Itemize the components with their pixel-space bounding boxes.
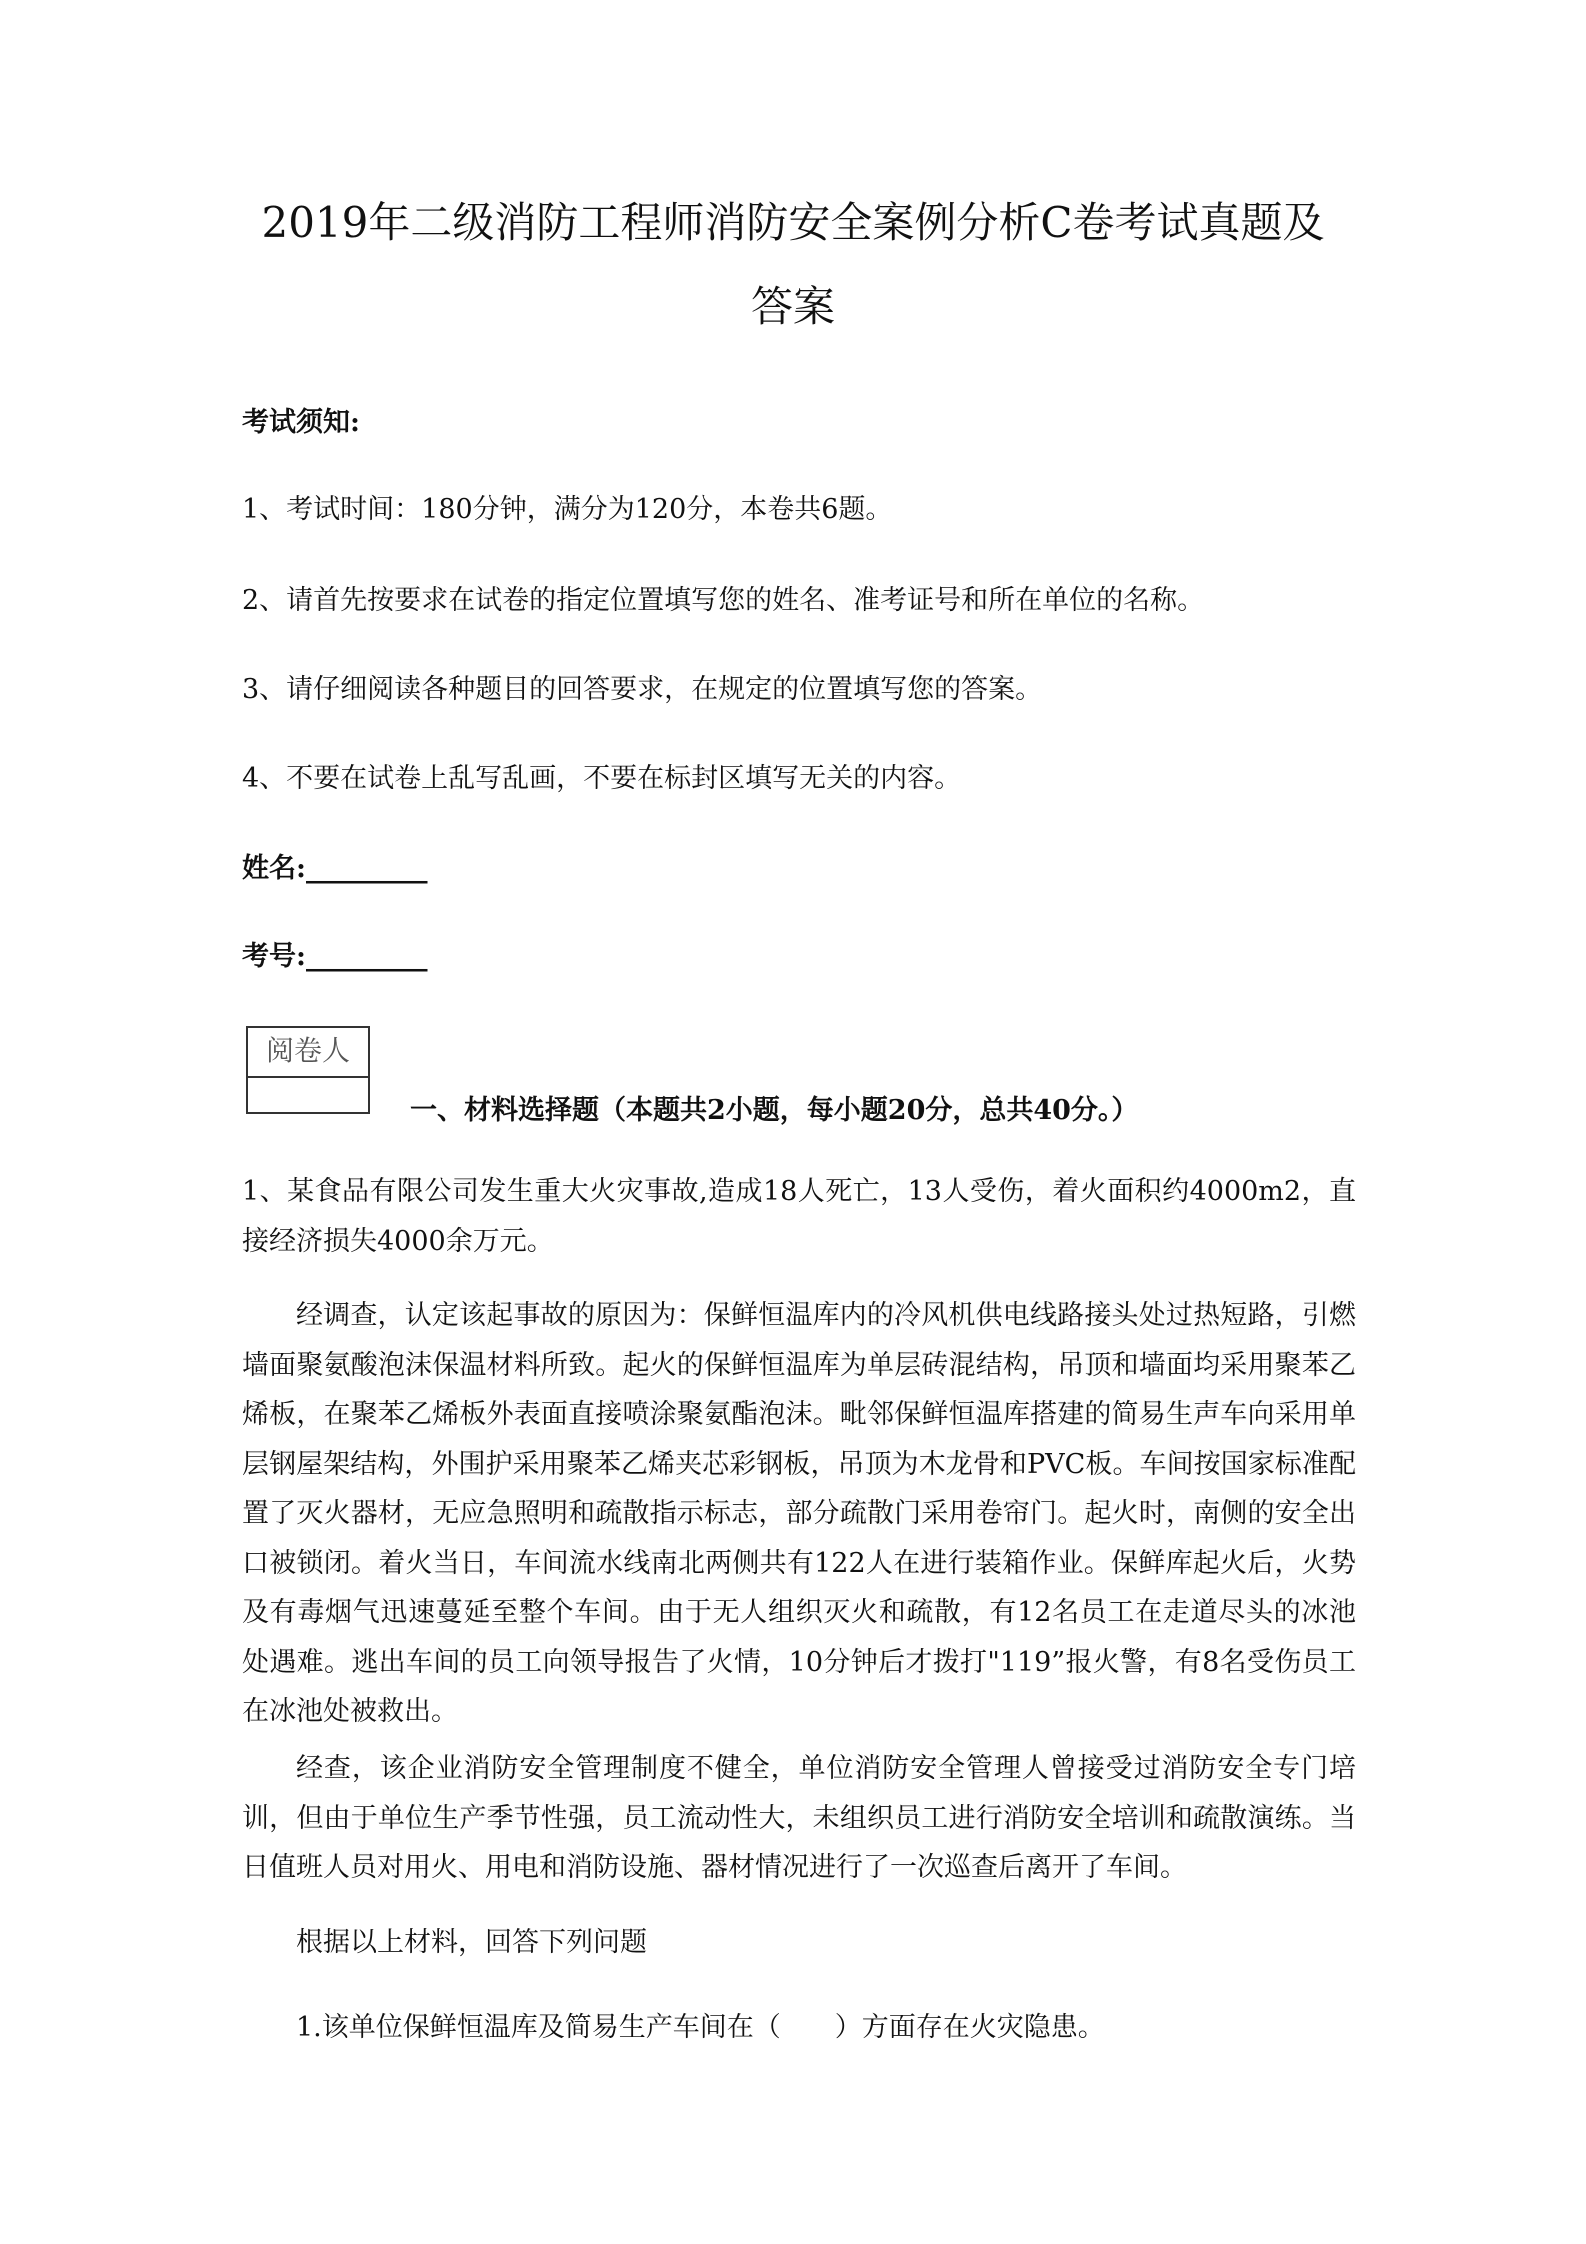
notice-item-2: 2、请首先按要求在试卷的指定位置填写您的姓名、准考证号和所在单位的名称。 <box>242 585 1205 616</box>
name-field: 姓名:_________ <box>242 853 428 884</box>
document-title-line-1: 2019年二级消防工程师消防安全案例分析C卷考试真题及 <box>261 198 1325 247</box>
question-paragraph-1: 经调查，认定该起事故的原因为：保鲜恒温库内的冷风机供电线路接头处过热短路，引燃墙面聚氨酸泡沫保温材料所致。起火的保鲜恒温库为单层砖混结构，吊顶和墙面均采用聚苯乙烯板，在聚苯乙烯板外表面直接喷涂聚氨酯泡沫。毗邻保鲜恒温库搭建的简易生声车向采用单层钢屋架结构，外围护采用聚苯乙烯夹芯彩钢板，吊顶为木龙骨和PVC板。车间按国家标准配置了灭火器材，无应急照明和疏散指示标志，部分疏散门采用卷帘门。起火时，南侧的安全出口被锁闭。着火当日，车间流水线南北两侧共有122人在进行装箱作业。保鲜库起火后，火势及有毒烟气迅速蔓延至整个车间。由于无人组织灭火和疏散，有12名员工在走道尽头的冰池处遇难。逃出车间的员工向领导报告了火情，10分钟后才拨打"119”报火警，有8名受伤员工在冰池处被救出。 <box>242 1300 1356 1727</box>
notice-item-3: 3、请仔细阅读各种题目的回答要求，在规定的位置填写您的答案。 <box>242 674 1043 705</box>
document-title-line-2: 答案 <box>750 282 835 331</box>
grader-box <box>246 1026 370 1114</box>
notice-heading: 考试须知: <box>242 407 360 438</box>
notice-item-1: 1、考试时间：180分钟，满分为120分，本卷共6题。 <box>242 494 893 525</box>
grader-label: 阅卷人 <box>248 1028 368 1078</box>
notice-item-4: 4、不要在试卷上乱写乱画，不要在标封区填写无关的内容。 <box>242 763 962 794</box>
sub-question-1: 1.该单位保鲜恒温库及简易生产车间在（ ）方面存在火灾隐患。 <box>296 2012 1105 2043</box>
question-paragraph-2: 经查，该企业消防安全管理制度不健全，单位消防安全管理人曾接受过消防安全专门培训，但由于单位生产季节性强，员工流动性大，未组织员工进行消防安全培训和疏散演练。当日值班人员对用火、用电和消防设施、器材情况进行了一次巡查后离开了车间。 <box>242 1753 1356 1883</box>
question-prompt: 根据以上材料，回答下列问题 <box>296 1927 647 1958</box>
section-heading: 一、材料选择题（本题共2小题，每小题20分，总共40分。） <box>410 1095 1139 1126</box>
question-intro: 1、某食品有限公司发生重大火灾事故,造成18人死亡，13人受伤，着火面积约4000m2，直接经济损失4000余万元。 <box>242 1176 1356 1257</box>
exam-number-field: 考号:_________ <box>242 941 428 972</box>
